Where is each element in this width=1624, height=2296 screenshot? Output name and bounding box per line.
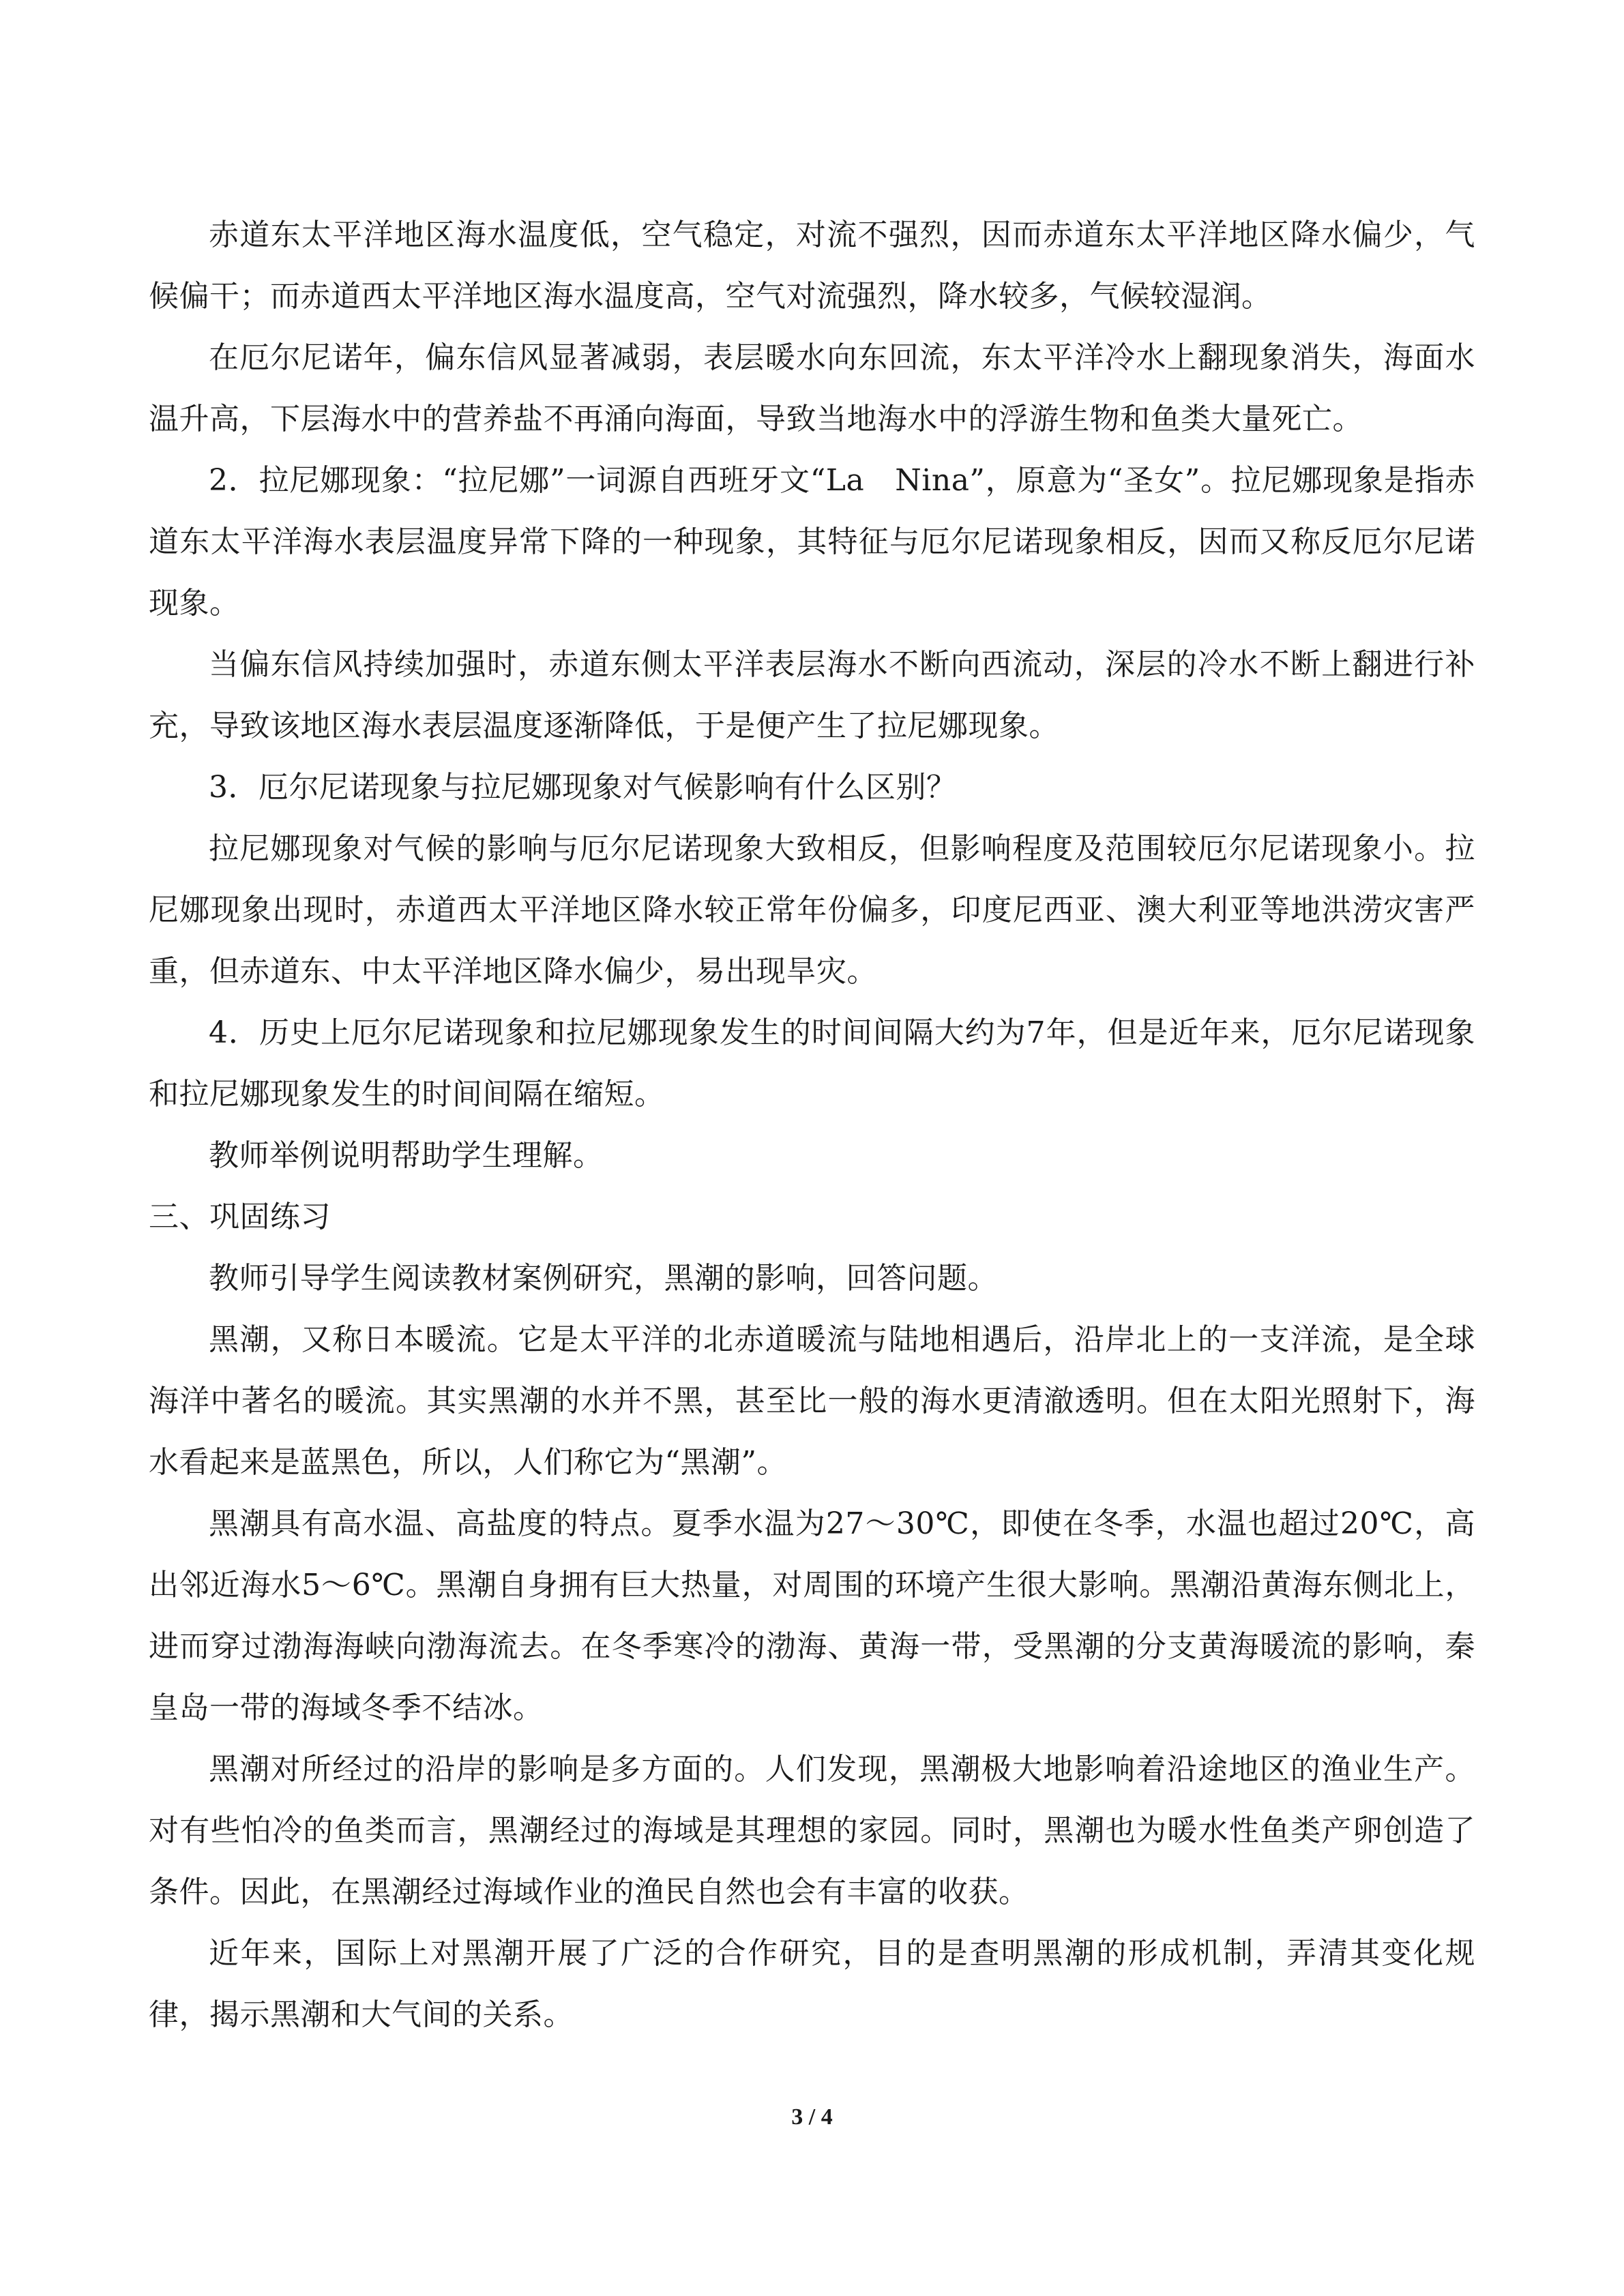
paragraph-7: 4．历史上厄尔尼诺现象和拉尼娜现象发生的时间间隔大约为7年，但是近年来，厄尔尼诺现象和拉尼娜现象发生的时间间隔在缩短。 — [149, 1015, 1475, 1112]
paragraph-11: 黑潮具有高水温、高盐度的特点。夏季水温为27～30℃，即使在冬季，水温也超过20℃，高出邻近海水5～6℃。黑潮自身拥有巨大热量，对周围的环境产生很大影响。黑潮沿黄海东侧北上，进而穿过渤海海峡向渤海流去。在冬季寒冷的渤海、黄海一带，受黑潮的分支黄海暖流的影响，秦皇岛一带的海域冬季不结冰。 — [149, 1506, 1475, 1725]
document-body — [149, 205, 1475, 2046]
paragraph-1: 赤道东太平洋地区海水温度低，空气稳定，对流不强烈，因而赤道东太平洋地区降水偏少，气候偏干；而赤道西太平洋地区海水温度高，空气对流强烈，降水较多，气候较湿润。 — [149, 218, 1475, 314]
paragraph-9: 教师引导学生阅读教材案例研究，黑潮的影响，回答问题。 — [209, 1261, 998, 1296]
paragraph-8: 教师举例说明帮助学生理解。 — [209, 1138, 604, 1173]
paragraph-6: 拉尼娜现象对气候的影响与厄尔尼诺现象大致相反，但影响程度及范围较厄尔尼诺现象小。拉尼娜现象出现时，赤道西太平洋地区降水较正常年份偏多，印度尼西亚、澳大利亚等地洪涝灾害严重，但赤道东、中太平洋地区降水偏少，易出现旱灾。 — [149, 831, 1475, 989]
paragraph-4: 当偏东信风持续加强时，赤道东侧太平洋表层海水不断向西流动，深层的冷水不断上翻进行补充，导致该地区海水表层温度逐渐降低，于是便产生了拉尼娜现象。 — [149, 647, 1475, 743]
section-heading: 三、巩固练习 — [149, 1199, 331, 1234]
paragraph-2: 在厄尔尼诺年，偏东信风显著减弱，表层暖水向东回流，东太平洋冷水上翻现象消失，海面水温升高，下层海水中的营养盐不再涌向海面，导致当地海水中的浮游生物和鱼类大量死亡。 — [149, 340, 1475, 436]
paragraph-13: 近年来，国际上对黑潮开展了广泛的合作研究，目的是查明黑潮的形成机制，弄清其变化规律，揭示黑潮和大气间的关系。 — [149, 1936, 1475, 2032]
page-number: 3 / 4 — [791, 2104, 833, 2130]
paragraph-12: 黑潮对所经过的沿岸的影响是多方面的。人们发现，黑潮极大地影响着沿途地区的渔业生产。对有些怕冷的鱼类而言，黑潮经过的海域是其理想的家园。同时，黑潮也为暖水性鱼类产卵创造了条件。因此，在黑潮经过海域作业的渔民自然也会有丰富的收获。 — [149, 1752, 1475, 1909]
paragraph-5: 3．厄尔尼诺现象与拉尼娜现象对气候影响有什么区别？ — [209, 770, 957, 805]
paragraph-3: 2．拉尼娜现象：“拉尼娜”一词源自西班牙文“La Nina”，原意为“圣女”。拉尼娜现象是指赤道东太平洋海水表层温度异常下降的一种现象，其特征与厄尔尼诺现象相反，因而又称反厄尔尼诺现象。 — [149, 463, 1475, 621]
paragraph-10: 黑潮，又称日本暖流。它是太平洋的北赤道暖流与陆地相遇后，沿岸北上的一支洋流，是全球海洋中著名的暖流。其实黑潮的水并不黑，甚至比一般的海水更清澈透明。但在太阳光照射下，海水看起来是蓝黑色，所以，人们称它为“黑潮”。 — [149, 1322, 1475, 1480]
